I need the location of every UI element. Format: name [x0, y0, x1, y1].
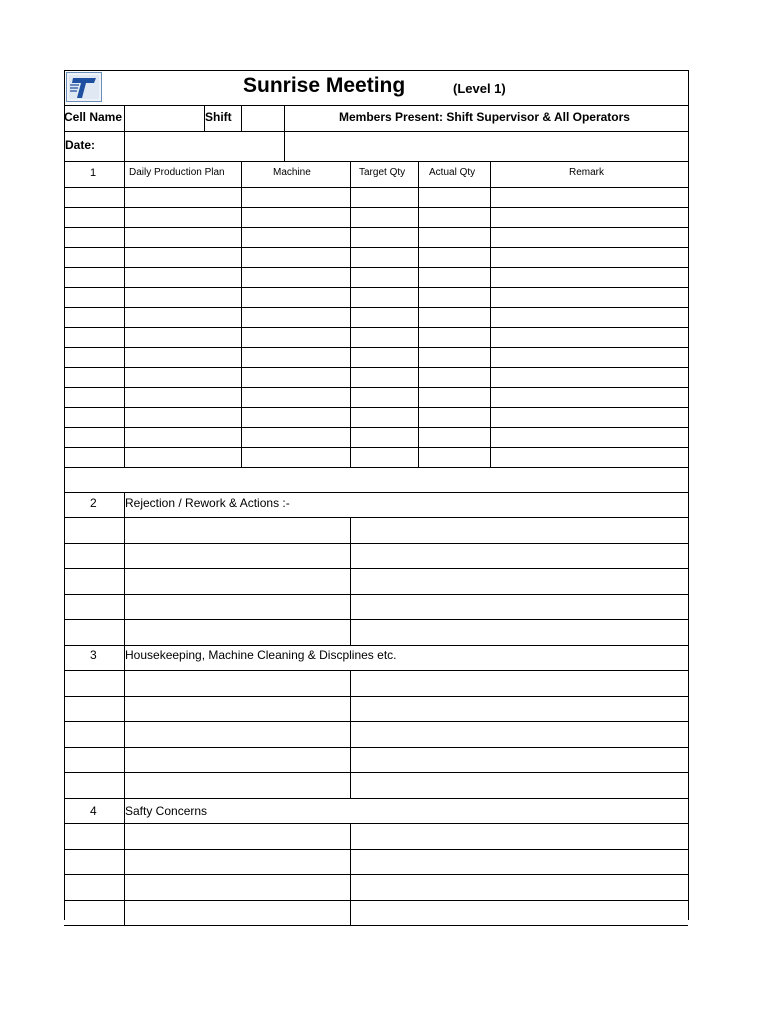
production-plan-cell[interactable]	[242, 228, 350, 247]
production-plan-cell[interactable]	[242, 208, 350, 227]
production-plan-cell[interactable]	[491, 268, 688, 287]
grid-line	[241, 105, 242, 131]
production-plan-cell[interactable]	[491, 248, 688, 267]
level-label: (Level 1)	[453, 81, 506, 96]
production-plan-cell[interactable]	[242, 288, 350, 307]
production-plan-cell[interactable]	[491, 328, 688, 347]
production-plan-cell[interactable]	[125, 408, 241, 427]
date-label: Date:	[65, 138, 96, 152]
production-plan-cell[interactable]	[242, 308, 350, 327]
production-plan-cell[interactable]	[491, 448, 688, 467]
production-plan-cell[interactable]	[65, 448, 124, 467]
production-plan-cell[interactable]	[351, 348, 418, 367]
section-row-cell[interactable]	[125, 544, 350, 568]
shift-field[interactable]	[242, 107, 283, 129]
production-plan-cell[interactable]	[419, 228, 490, 247]
production-plan-cell[interactable]	[351, 288, 418, 307]
production-plan-cell[interactable]	[242, 388, 350, 407]
grid-line	[64, 467, 688, 468]
grid-line	[64, 105, 688, 106]
production-plan-cell[interactable]	[351, 328, 418, 347]
production-plan-cell[interactable]	[351, 308, 418, 327]
production-plan-cell[interactable]	[491, 308, 688, 327]
column-actual-qty: Actual Qty	[429, 167, 476, 178]
production-plan-cell[interactable]	[351, 368, 418, 387]
production-plan-cell[interactable]	[125, 248, 241, 267]
production-plan-cell[interactable]	[419, 388, 490, 407]
section-row-cell[interactable]	[125, 824, 350, 849]
section-row-cell[interactable]	[351, 901, 688, 925]
section-row-cell[interactable]	[65, 773, 124, 798]
section-3-number: 3	[90, 648, 97, 662]
production-plan-cell[interactable]	[419, 368, 490, 387]
grid-line	[64, 131, 688, 132]
production-plan-cell[interactable]	[242, 328, 350, 347]
production-plan-cell[interactable]	[65, 288, 124, 307]
production-plan-cell[interactable]	[242, 348, 350, 367]
grid-line	[124, 798, 125, 823]
section-row-cell[interactable]	[351, 518, 688, 543]
production-plan-cell[interactable]	[491, 188, 688, 207]
production-plan-cell[interactable]	[125, 448, 241, 467]
production-plan-cell[interactable]	[125, 188, 241, 207]
production-plan-cell[interactable]	[125, 368, 241, 387]
production-plan-cell[interactable]	[125, 208, 241, 227]
shift-label: Shift	[205, 110, 232, 124]
production-plan-cell[interactable]	[242, 428, 350, 447]
production-plan-cell[interactable]	[65, 428, 124, 447]
grid-line	[64, 925, 688, 926]
section-row-cell[interactable]	[351, 569, 688, 594]
members-present-label: Members Present: Shift Supervisor & All Operators	[339, 110, 630, 124]
section-row-cell[interactable]	[351, 773, 688, 798]
production-plan-cell[interactable]	[419, 308, 490, 327]
production-plan-cell[interactable]	[351, 428, 418, 447]
production-plan-cell[interactable]	[419, 448, 490, 467]
section-row-cell[interactable]	[125, 697, 350, 721]
production-plan-cell[interactable]	[65, 248, 124, 267]
production-plan-cell[interactable]	[242, 268, 350, 287]
section-row-cell[interactable]	[351, 544, 688, 568]
grid-line	[64, 161, 688, 162]
production-plan-cell[interactable]	[351, 208, 418, 227]
section-row-cell[interactable]	[125, 671, 350, 696]
section-4-number: 4	[90, 804, 97, 818]
production-plan-cell[interactable]	[491, 348, 688, 367]
section-row-cell[interactable]	[351, 697, 688, 721]
section-row-cell[interactable]	[65, 875, 124, 900]
cell-name-label: Cell Name	[64, 110, 123, 124]
production-plan-cell[interactable]	[65, 368, 124, 387]
section-row-cell[interactable]	[351, 595, 688, 619]
production-plan-cell[interactable]	[419, 408, 490, 427]
production-plan-cell[interactable]	[351, 248, 418, 267]
grid-line	[688, 70, 689, 920]
section-row-cell[interactable]	[65, 748, 124, 772]
section-row-cell[interactable]	[125, 722, 350, 747]
production-plan-cell[interactable]	[242, 368, 350, 387]
production-plan-cell[interactable]	[242, 188, 350, 207]
grid-line	[64, 798, 688, 799]
production-plan-cell[interactable]	[65, 228, 124, 247]
section-row-cell[interactable]	[65, 518, 124, 543]
section-row-cell[interactable]	[125, 850, 350, 874]
production-plan-cell[interactable]	[242, 448, 350, 467]
production-plan-cell[interactable]	[419, 428, 490, 447]
column-remark: Remark	[569, 167, 605, 178]
grid-line	[64, 70, 688, 71]
production-plan-cell[interactable]	[419, 268, 490, 287]
section-row-cell[interactable]	[65, 569, 124, 594]
production-plan-cell[interactable]	[419, 288, 490, 307]
production-plan-cell[interactable]	[351, 408, 418, 427]
section-row-cell[interactable]	[65, 901, 124, 925]
cell-name-field[interactable]	[125, 107, 204, 129]
section-3-title: Housekeeping, Machine Cleaning & Discplines etc.	[125, 648, 397, 662]
section-row-cell[interactable]	[65, 671, 124, 696]
production-plan-cell[interactable]	[125, 428, 241, 447]
section-row-cell[interactable]	[65, 850, 124, 874]
production-plan-cell[interactable]	[65, 388, 124, 407]
section-row-cell[interactable]	[125, 518, 350, 543]
grid-line	[284, 105, 285, 161]
production-plan-cell[interactable]	[491, 228, 688, 247]
column-machine: Machine	[273, 167, 311, 178]
production-plan-cell[interactable]	[65, 268, 124, 287]
section-row-cell[interactable]	[125, 569, 350, 594]
grid-line	[124, 105, 125, 161]
production-plan-cell[interactable]	[65, 308, 124, 327]
production-plan-cell[interactable]	[491, 408, 688, 427]
production-plan-cell[interactable]	[351, 448, 418, 467]
section-row-cell[interactable]	[351, 850, 688, 874]
column-daily-production-plan: Daily Production Plan	[129, 167, 225, 178]
column-target-qty: Target Qty	[359, 167, 406, 178]
section-row-cell[interactable]	[125, 875, 350, 900]
production-plan-cell[interactable]	[491, 368, 688, 387]
grid-line	[124, 492, 125, 517]
production-plan-cell[interactable]	[351, 228, 418, 247]
production-plan-cell[interactable]	[351, 388, 418, 407]
section-row-cell[interactable]	[351, 748, 688, 772]
section-row-cell[interactable]	[351, 824, 688, 849]
section-row-cell[interactable]	[65, 620, 124, 645]
production-plan-cell[interactable]	[65, 408, 124, 427]
production-plan-cell[interactable]	[125, 328, 241, 347]
production-plan-cell[interactable]	[65, 188, 124, 207]
production-plan-cell[interactable]	[491, 428, 688, 447]
section-row-cell[interactable]	[351, 722, 688, 747]
grid-line	[64, 492, 688, 493]
production-plan-cell[interactable]	[125, 388, 241, 407]
production-plan-cell[interactable]	[65, 328, 124, 347]
production-plan-cell[interactable]	[491, 388, 688, 407]
production-plan-cell[interactable]	[65, 208, 124, 227]
section-4-title: Safty Concerns	[125, 804, 208, 818]
production-plan-cell[interactable]	[242, 248, 350, 267]
section-row-cell[interactable]	[125, 901, 350, 925]
section-row-cell[interactable]	[65, 544, 124, 568]
section-2-title: Rejection / Rework & Actions :-	[125, 496, 290, 510]
section-row-cell[interactable]	[125, 620, 350, 645]
production-plan-cell[interactable]	[125, 228, 241, 247]
production-plan-cell[interactable]	[419, 188, 490, 207]
production-plan-cell[interactable]	[351, 268, 418, 287]
production-plan-cell[interactable]	[419, 348, 490, 367]
production-plan-cell[interactable]	[491, 288, 688, 307]
production-plan-cell[interactable]	[125, 348, 241, 367]
page-title: Sunrise Meeting	[243, 74, 406, 97]
production-plan-cell[interactable]	[491, 208, 688, 227]
section-row-cell[interactable]	[351, 671, 688, 696]
section-row-cell[interactable]	[125, 773, 350, 798]
section-row-cell[interactable]	[125, 595, 350, 619]
production-plan-cell[interactable]	[242, 408, 350, 427]
production-plan-cell[interactable]	[125, 268, 241, 287]
section-row-cell[interactable]	[351, 620, 688, 645]
company-logo-icon	[66, 72, 102, 102]
production-plan-cell[interactable]	[65, 348, 124, 367]
section-row-cell[interactable]	[65, 697, 124, 721]
section-row-cell[interactable]	[65, 722, 124, 747]
grid-line	[124, 645, 125, 670]
date-field[interactable]	[125, 132, 283, 160]
section-1-number: 1	[90, 167, 97, 179]
production-plan-cell[interactable]	[419, 328, 490, 347]
production-plan-cell[interactable]	[419, 248, 490, 267]
production-plan-cell[interactable]	[419, 208, 490, 227]
grid-line	[204, 105, 205, 131]
production-plan-cell[interactable]	[125, 288, 241, 307]
production-plan-cell[interactable]	[125, 308, 241, 327]
production-plan-cell[interactable]	[351, 188, 418, 207]
section-row-cell[interactable]	[65, 824, 124, 849]
section-2-number: 2	[90, 496, 97, 510]
section-row-cell[interactable]	[351, 875, 688, 900]
section-row-cell[interactable]	[65, 595, 124, 619]
section-row-cell[interactable]	[125, 748, 350, 772]
grid-line	[64, 645, 688, 646]
